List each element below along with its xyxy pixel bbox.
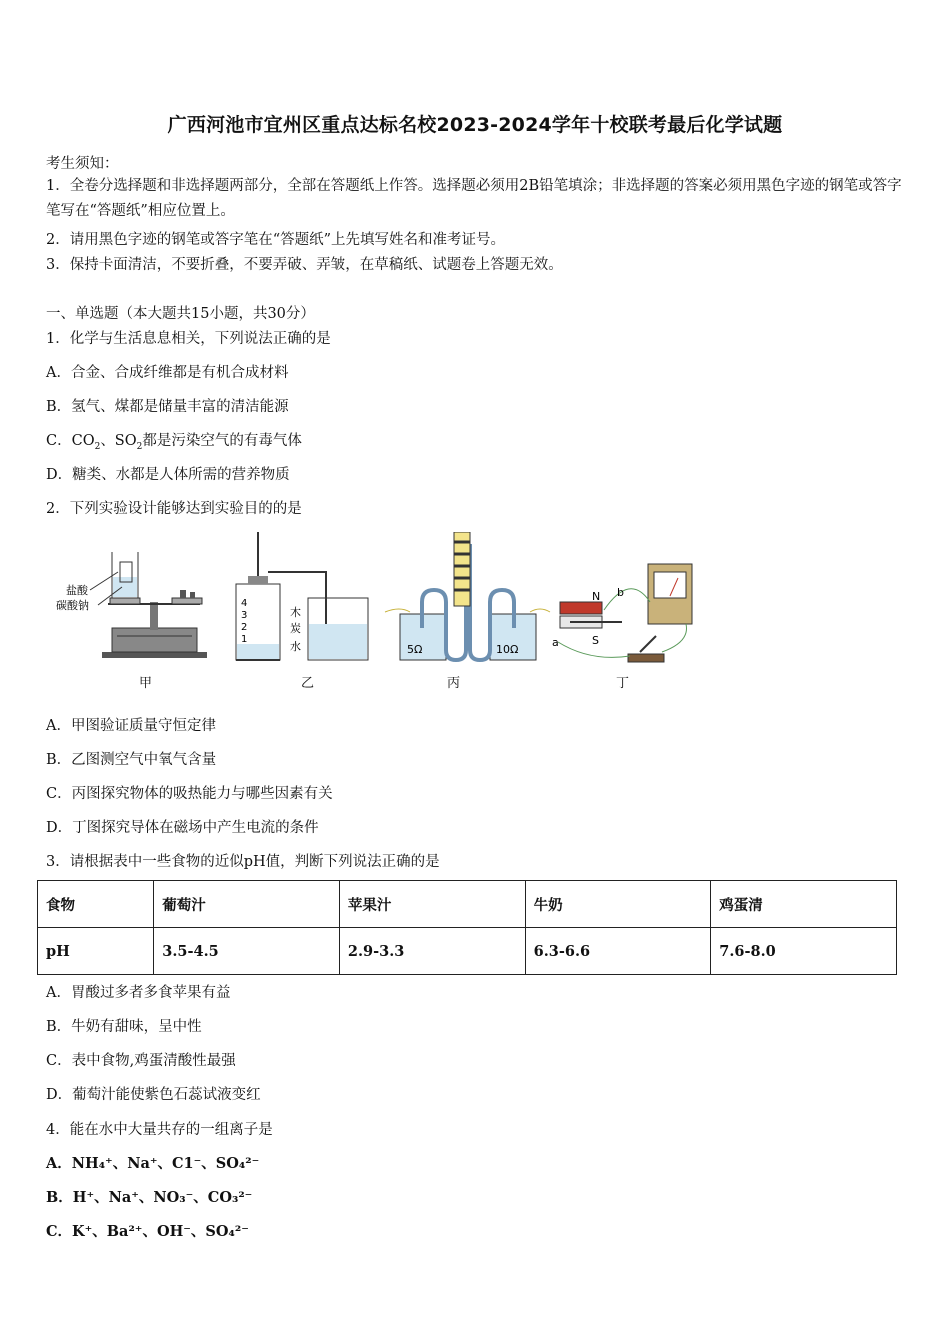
table-header-cell: 食物 bbox=[38, 881, 154, 928]
q2-figure bbox=[50, 532, 710, 672]
figure-label-ding: 丁 bbox=[616, 676, 630, 691]
q3-stem: 3．请根据表中一些食物的近似pH值，判断下列说法正确的是 bbox=[46, 854, 440, 870]
q2-option-b: B．乙图测空气中氧气含量 bbox=[46, 752, 217, 768]
notice-item-1: 1．全卷分选择题和非选择题两部分，全部在答题纸上作答。选择题必须用2B铅笔填涂；非选择题的答案必须用黑色字迹的钢笔或答字笔写在“答题纸”相应位置上。 bbox=[46, 178, 902, 219]
label-water: 水 bbox=[290, 640, 301, 653]
q1-option-b: B．氢气、煤都是储量丰富的清洁能源 bbox=[46, 399, 289, 415]
label-hcl: 盐酸 bbox=[66, 584, 88, 597]
table-row bbox=[38, 928, 897, 975]
q1-option-c: C．$CO_2$、$SO_2$都是污染空气的有毒气体 bbox=[46, 433, 302, 452]
q4-option-a: A．NH₄⁺、Na⁺、C1⁻、SO₄²⁻ bbox=[46, 1155, 260, 1172]
q3-option-b: B．牛奶有甜味，呈中性 bbox=[46, 1019, 202, 1035]
ph-table bbox=[37, 880, 897, 975]
scale-4: 4 bbox=[241, 598, 248, 609]
scale-2: 2 bbox=[241, 622, 248, 633]
notice-heading: 考生须知： bbox=[46, 156, 119, 172]
section-heading: 一、单选题（本大题共15小题，共30分） bbox=[46, 306, 315, 322]
figure-label-jia: 甲 bbox=[139, 676, 153, 691]
q4-option-c: C．K⁺、Ba²⁺、OH⁻、SO₄²⁻ bbox=[46, 1223, 249, 1240]
label-charcoal-1: 木 bbox=[290, 606, 301, 619]
figure-yi-apparatus bbox=[236, 532, 368, 660]
figure-label-yi: 乙 bbox=[301, 676, 315, 691]
scale-3: 3 bbox=[241, 610, 248, 621]
q1-option-d: D．糖类、水都是人体所需的营养物质 bbox=[46, 467, 290, 483]
notice-item-3: 3．保持卡面清洁，不要折叠，不要弄破、弄皱，在草稿纸、试题卷上答题无效。 bbox=[46, 257, 563, 273]
label-pole-s: S bbox=[592, 634, 599, 647]
q3-option-a: A．胃酸过多者多食苹果有益 bbox=[46, 985, 231, 1001]
q4-option-b: B．H⁺、Na⁺、NO₃⁻、CO₃²⁻ bbox=[46, 1189, 253, 1206]
q3-option-d: D．葡萄汁能使紫色石蕊试液变红 bbox=[46, 1087, 261, 1103]
label-end-b: b bbox=[617, 586, 624, 599]
q2-option-a: A．甲图验证质量守恒定律 bbox=[46, 718, 216, 734]
table-header-cell: 苹果汁 bbox=[339, 881, 525, 928]
q2-option-c: C．丙图探究物体的吸热能力与哪些因素有关 bbox=[46, 786, 333, 802]
notice-item-2: 2．请用黑色字迹的钢笔或答字笔在“答题纸”上先填写姓名和准考证号。 bbox=[46, 232, 506, 248]
table-row bbox=[38, 881, 897, 928]
table-header-cell: 鸡蛋清 bbox=[711, 881, 897, 928]
figure-jia-balance bbox=[56, 552, 207, 658]
table-cell: 7.6-8.0 bbox=[711, 928, 897, 975]
label-resistor-5: 5Ω bbox=[407, 643, 423, 656]
table-header-cell: 葡萄汁 bbox=[154, 881, 340, 928]
label-resistor-10: 10Ω bbox=[496, 643, 519, 656]
q3-option-c: C．表中食物,鸡蛋清酸性最强 bbox=[46, 1053, 236, 1069]
figure-bing-apparatus bbox=[385, 532, 550, 660]
table-cell: pH bbox=[38, 928, 154, 975]
q2-option-d: D．丁图探究导体在磁场中产生电流的条件 bbox=[46, 820, 319, 836]
table-cell: 2.9-3.3 bbox=[339, 928, 525, 975]
q1-stem: 1．化学与生活息息相关，下列说法正确的是 bbox=[46, 331, 331, 347]
table-cell: 3.5-4.5 bbox=[154, 928, 340, 975]
scale-1: 1 bbox=[241, 634, 248, 645]
table-cell: 6.3-6.6 bbox=[525, 928, 711, 975]
figure-ding-apparatus bbox=[552, 564, 692, 662]
table-header-cell: 牛奶 bbox=[525, 881, 711, 928]
q2-stem: 2．下列实验设计能够达到实验目的的是 bbox=[46, 501, 302, 517]
label-charcoal-2: 炭 bbox=[290, 622, 301, 635]
label-pole-n: N bbox=[592, 590, 601, 603]
q1-option-a: A．合金、合成纤维都是有机合成材料 bbox=[46, 365, 289, 381]
q4-stem: 4．能在水中大量共存的一组离子是 bbox=[46, 1122, 273, 1138]
label-end-a: a bbox=[552, 636, 559, 649]
page-title: 广西河池市宜州区重点达标名校2023-2024学年十校联考最后化学试题 bbox=[167, 114, 783, 136]
label-na2co3: 碳酸钠 bbox=[56, 599, 89, 612]
figure-label-bing: 丙 bbox=[447, 676, 461, 691]
